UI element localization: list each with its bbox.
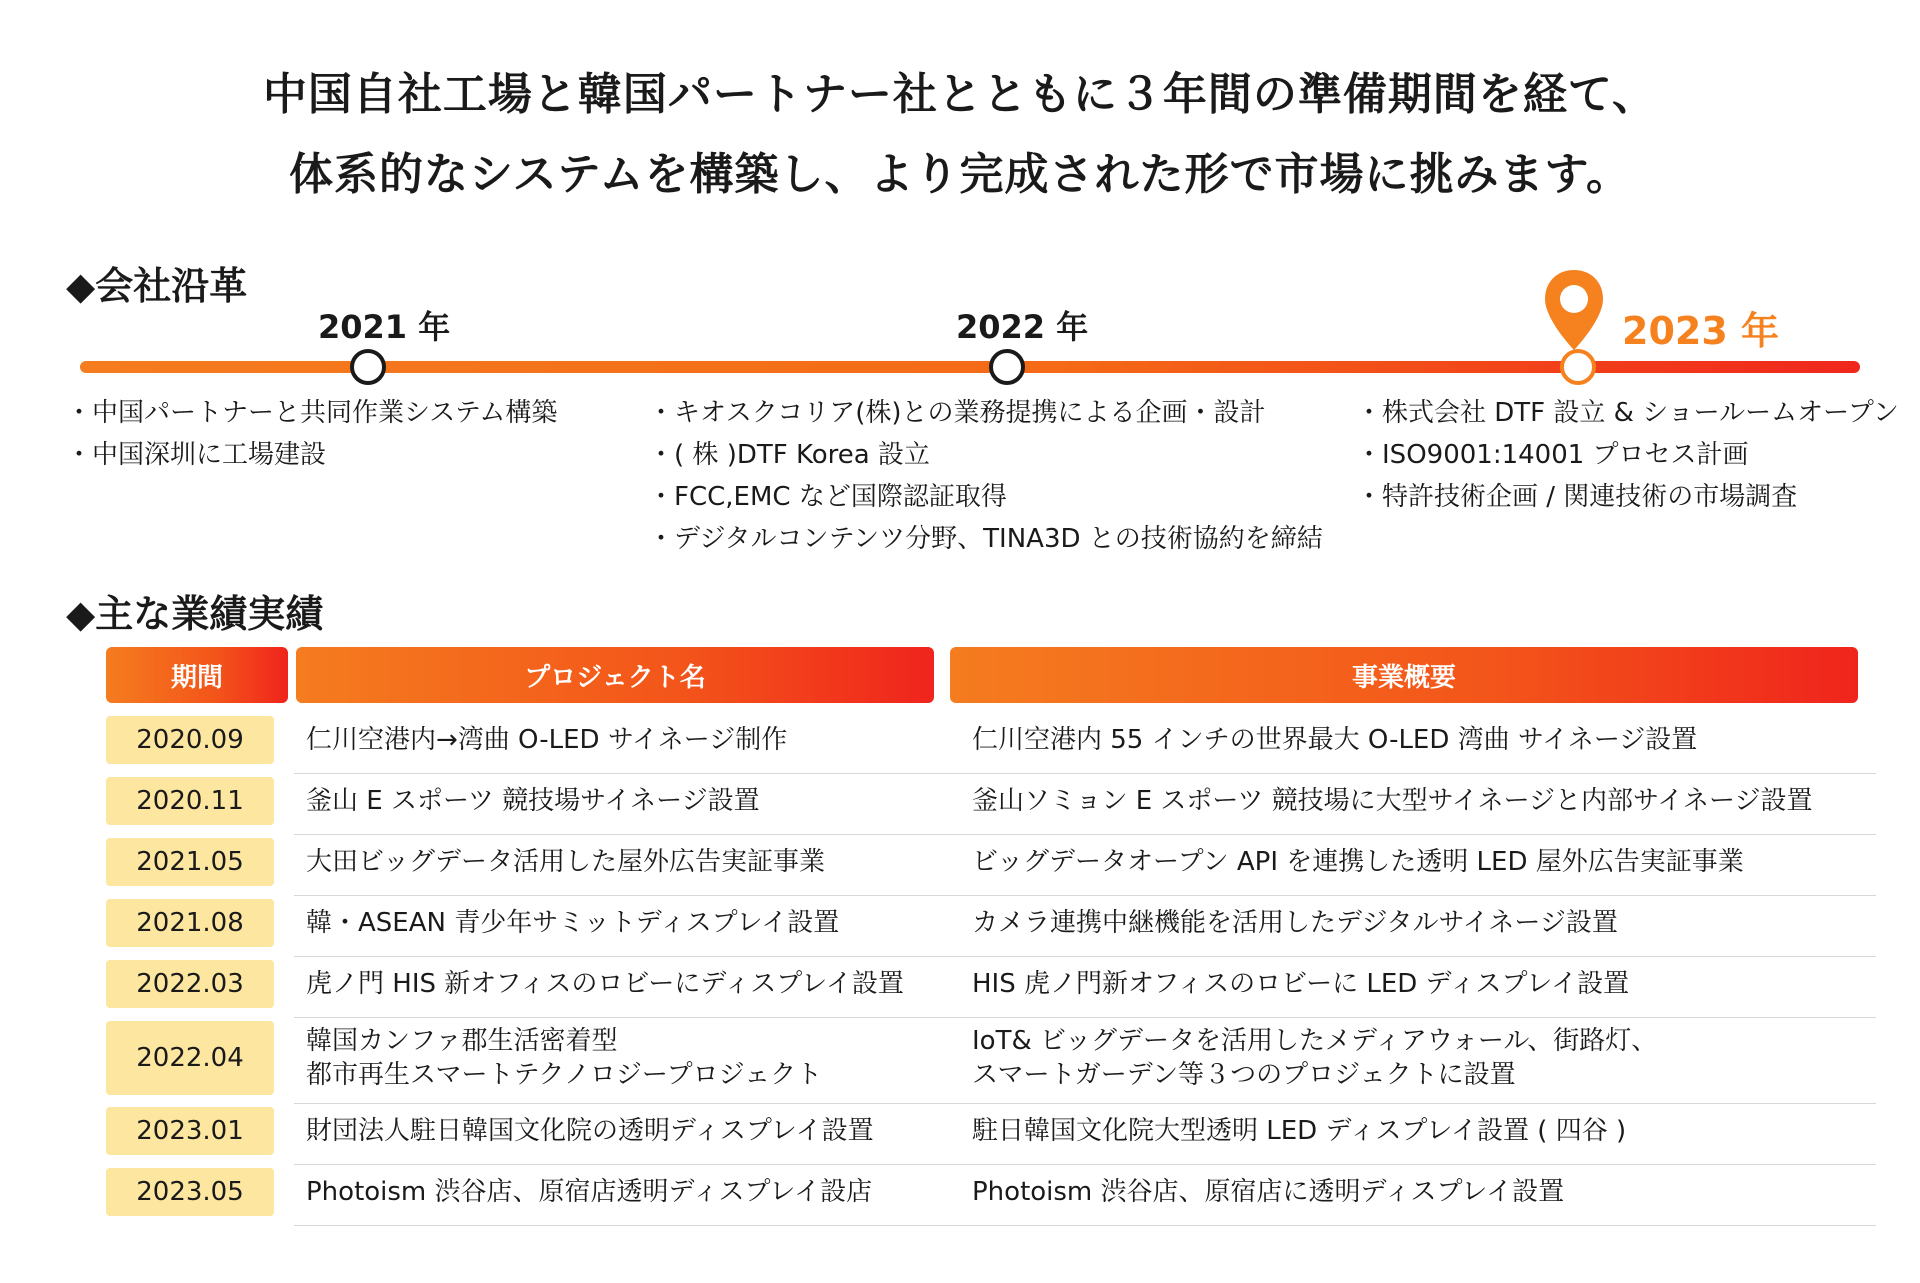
list-item: ・ 中国パートナーと共同作業システム構築 [66,392,557,434]
row-project: 韓・ASEAN 青少年サミットディスプレイ設置 [306,908,840,938]
row-project: 釜山 E スポーツ 競技場サイネージ設置 [306,786,760,816]
list-item: ・ FCC,EMC など国際認証取得 [648,476,1323,518]
row-project: 仁川空港内→湾曲 O-LED サイネージ制作 [306,725,788,755]
row-summary: ビッグデータオープン API を連携した透明 LED 屋外広告実証事業 [972,847,1744,877]
row-project: 財団法人駐日韓国文化院の透明ディスプレイ設置 [306,1116,874,1146]
timeline-node-2021 [350,349,386,385]
row-period: 2020.09 [106,716,274,764]
table-row [106,716,1876,774]
timeline-year-2022: 2022 年 [956,308,1089,346]
list-item: ・ ISO9001:14001 プロセス計画 [1356,434,1899,476]
timeline-year-2021: 2021 年 [318,308,451,346]
row-divider [294,1164,1876,1165]
achievements-section-title: ◆主な業績実績 [66,592,324,636]
timeline-node-2022 [989,349,1025,385]
table-row [106,777,1876,835]
row-period: 2020.11 [106,777,274,825]
row-period: 2023.01 [106,1107,274,1155]
row-summary: HIS 虎ノ門新オフィスのロビーに LED ディスプレイ設置 [972,969,1630,999]
table-row [106,1021,1876,1104]
row-project: 大田ビッグデータ活用した屋外広告実証事業 [306,847,825,877]
row-divider [294,895,1876,896]
list-item: ・ デジタルコンテンツ分野、TINA3D との技術協約を締結 [648,518,1323,560]
headline-line-1: 中国自社工場と韓国パートナー社とともに３年間の準備期間を経て、 [262,69,1658,120]
row-divider [294,956,1876,957]
headline-line-2: 体系的なシステムを構築し、より完成された形で市場に挑みます。 [288,149,1632,200]
row-period: 2023.05 [106,1168,274,1216]
row-divider [294,834,1876,835]
timeline-list-2021 [66,392,557,476]
row-divider [294,1225,1876,1226]
row-period: 2021.08 [106,899,274,947]
table-row [106,960,1876,1018]
table-row [106,1168,1876,1226]
row-divider [294,1103,1876,1104]
list-item: ・ 株式会社 DTF 設立 & ショールームオープン [1356,392,1899,434]
list-item: ・ ( 株 )DTF Korea 設立 [648,434,1323,476]
timeline-list-2023 [1356,392,1899,518]
row-period: 2022.03 [106,960,274,1008]
row-divider [294,773,1876,774]
row-project: Photoism 渋谷店、原宿店透明ディスプレイ設店 [306,1177,873,1207]
row-summary: IoT& ビッグデータを活用したメディアウォール、街路灯、 スマートガーデン等３つのプロジェクトに設置 [972,1026,1658,1090]
row-period: 2022.04 [106,1021,274,1095]
row-project: 虎ノ門 HIS 新オフィスのロビーにディスプレイ設置 [306,969,904,999]
row-divider [294,1017,1876,1018]
row-project: 韓国カンファ郡生活密着型 都市再生スマートテクノロジープロジェクト [306,1026,823,1090]
table-row [106,838,1876,896]
table-row [106,1107,1876,1165]
table-header-period: 期間 [106,647,288,703]
list-item: ・ キオスクコリア(株)との業務提携による企画・設計 [648,392,1323,434]
history-section-title: ◆会社沿革 [66,264,248,308]
table-header-summary: 事業概要 [950,647,1858,703]
table-header-project: プロジェクト名 [296,647,934,703]
row-summary: 駐日韓国文化院大型透明 LED ディスプレイ設置 ( 四谷 ) [972,1116,1627,1146]
table-row [106,899,1876,957]
timeline-node-2023 [1560,349,1596,385]
list-item: ・ 特許技術企画 / 関連技術の市場調査 [1356,476,1899,518]
map-pin-icon [1540,266,1608,358]
row-summary: Photoism 渋谷店、原宿店に透明ディスプレイ設置 [972,1177,1565,1207]
row-period: 2021.05 [106,838,274,886]
row-summary: 仁川空港内 55 インチの世界最大 O-LED 湾曲 サイネージ設置 [972,725,1698,755]
timeline-list-2022 [648,392,1323,560]
timeline-year-2023: 2023 年 [1622,309,1779,353]
row-summary: カメラ連携中継機能を活用したデジタルサイネージ設置 [972,908,1618,938]
list-item: ・ 中国深圳に工場建設 [66,434,557,476]
row-summary: 釜山ソミョン E スポーツ 競技場に大型サイネージと内部サイネージ設置 [972,786,1813,816]
